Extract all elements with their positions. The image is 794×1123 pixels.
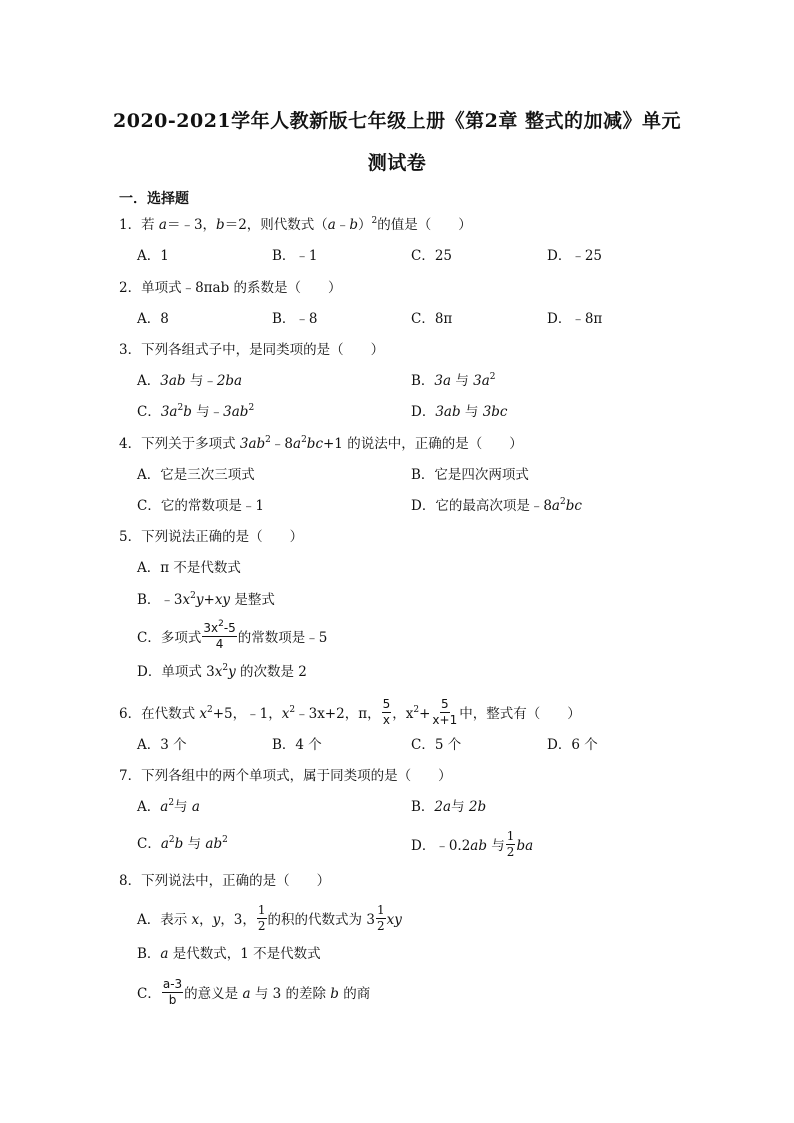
q7-option-a: A．$a^2$与 a (137, 798, 200, 815)
q3-option-b: B．3a 与 $3a^2$ (411, 372, 496, 389)
q6-option-a: A．3 个 (137, 737, 187, 753)
q6-option-c: C．5 个 (411, 737, 462, 753)
q6-option-b: B．4 个 (272, 737, 322, 753)
q2-option-d: D．﹣8π (547, 311, 603, 327)
exam-title-line2: 测试卷 (367, 152, 427, 174)
q4-option-d: D．它的最高次项是$﹣8a^2bc$ (411, 497, 582, 514)
q3-option-a: A．3ab 与﹣2ba (137, 373, 243, 389)
q7-option-c: C．$a^2b$ 与 $ab^2$ (137, 835, 228, 852)
question-2-stem: 2．单项式﹣8πab 的系数是（ ） (119, 280, 342, 296)
q8-option-c: C． $\frac{a-3}{b}$ 的意义是 a 与 3 的差除 b 的商 (137, 977, 371, 1008)
fraction: $\frac{1}{2}$ (257, 903, 266, 934)
q1-option-c: C．25 (411, 248, 453, 264)
q3-option-d: D．3ab 与 3bc (411, 404, 508, 420)
q5-option-a: A．π 不是代数式 (137, 560, 241, 576)
fraction: $\frac{1}{2}$ (376, 903, 385, 934)
q1-option-a: A．1 (137, 248, 169, 264)
q8-option-a: A．表示 x，y，3， $\frac{1}{2}$ 的积的代数式为 3 $\frac{1}{2}$ xy (137, 903, 402, 934)
q3-option-c: C．$3a^2b$ 与$﹣3ab^2$ (137, 403, 255, 420)
q2-option-a: A．8 (137, 311, 169, 327)
q6-option-d: D．6 个 (547, 737, 598, 753)
question-3-stem: 3．下列各组式子中，是同类项的是（ ） (119, 342, 385, 358)
fraction: $\frac{5}{x}$ (382, 697, 391, 728)
q7-option-d: D．﹣0.2ab 与 $\frac{1}{2}$ ba (411, 829, 534, 860)
fraction: $\frac{a-3}{b}$ (162, 977, 183, 1008)
q4-option-c: C．它的常数项是﹣1 (137, 498, 264, 514)
q2-option-b: B．﹣8 (272, 311, 318, 327)
q5-option-c: C．多项式 $\frac{3x^2-5}{4}$ 的常数项是﹣5 (137, 619, 328, 652)
section-heading: 一．选择题 (119, 191, 189, 207)
question-6-stem: 6．在代数式 $x^2+5$，﹣1，$x^2﹣3x+2$，π， $\frac{5}{x}$ ，$x^2+$ $\frac{5}{x+1}$ 中，整式有（ ） (119, 697, 581, 728)
q8-option-b: B．a 是代数式，1 不是代数式 (137, 946, 321, 962)
question-8-stem: 8．下列说法中，正确的是（ ） (119, 873, 331, 889)
exam-title-line1: 2020-2021学年人教新版七年级上册《第2章 整式的加减》单元 (113, 110, 681, 132)
question-5-stem: 5．下列说法正确的是（ ） (119, 529, 304, 545)
q4-option-a: A．它是三次三项式 (137, 467, 255, 483)
q4-option-b: B．它是四次两项式 (411, 467, 529, 483)
fraction: $\frac{5}{x+1}$ (432, 697, 458, 728)
q1-option-b: B．﹣1 (272, 248, 318, 264)
fraction: $\frac{3x^2-5}{4}$ (203, 619, 236, 652)
question-4-stem: 4．下列关于多项式 $3ab^2﹣8a^2bc+1$ 的说法中，正确的是（ ） (119, 435, 523, 452)
q5-option-d: D．单项式 $3x^2y$ 的次数是 2 (137, 663, 307, 680)
question-1-stem: 1．若 a＝﹣3，b＝2，则代数式（a﹣b）$^2$的值是（ ） (119, 216, 472, 233)
q1-option-d: D．﹣25 (547, 248, 603, 264)
q7-option-b: B．2a与 2b (411, 799, 487, 815)
q5-option-b: B．$﹣3x^2y+xy$ 是整式 (137, 591, 275, 608)
q2-option-c: C．8π (411, 311, 453, 327)
fraction: $\frac{1}{2}$ (506, 829, 515, 860)
question-7-stem: 7．下列各组中的两个单项式，属于同类项的是（ ） (119, 768, 452, 784)
